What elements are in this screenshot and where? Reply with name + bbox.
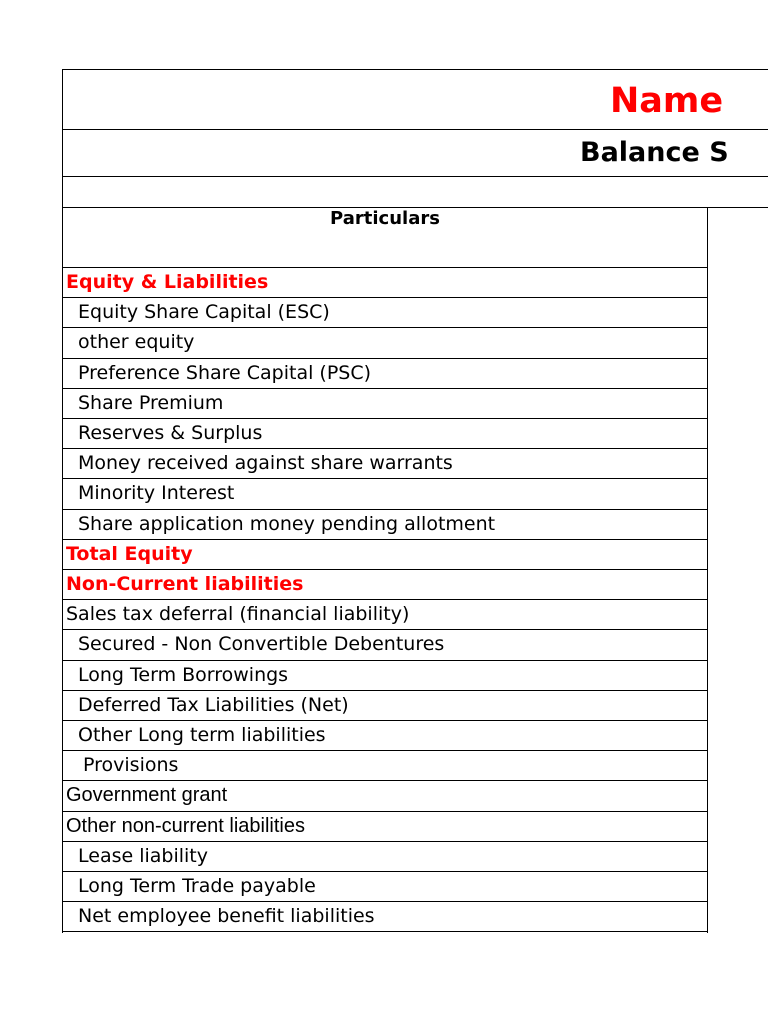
company-name: Name	[610, 81, 724, 121]
list-item: Government grant	[66, 784, 228, 806]
list-item: Lease liability	[78, 845, 209, 867]
list-item: Provisions	[83, 754, 179, 776]
list-item: Other Long term liabilities	[78, 724, 326, 746]
list-item: Reserves & Surplus	[78, 422, 263, 444]
list-item: other equity	[78, 331, 195, 353]
title-divider	[62, 129, 768, 130]
list-item: Deferred Tax Liabilities (Net)	[78, 694, 349, 716]
table-left-border	[62, 69, 63, 933]
section-label: Total Equity	[66, 543, 193, 565]
list-item: Share application money pending allotment	[78, 513, 496, 535]
particulars-column-header: Particulars	[330, 208, 440, 229]
list-item: Long Term Trade payable	[78, 875, 316, 897]
list-item: Net employee benefit liabilities	[78, 905, 375, 927]
particulars-column-border	[707, 207, 708, 933]
row-divider	[62, 931, 708, 932]
list-item: Other non-current liabilities	[66, 815, 305, 837]
sheet-title: Balance S	[580, 137, 729, 168]
list-item: Long Term Borrowings	[78, 664, 289, 686]
balance-sheet-table	[62, 69, 768, 933]
list-item: Preference Share Capital (PSC)	[78, 362, 372, 384]
section-label: Non-Current liabilities	[66, 573, 304, 595]
list-item: Share Premium	[78, 392, 224, 414]
list-item: Sales tax deferral (financial liability)	[66, 603, 410, 625]
table-top-border	[62, 69, 768, 70]
list-item: Minority Interest	[78, 482, 235, 504]
subtitle-divider	[62, 176, 768, 177]
list-item: Secured - Non Convertible Debentures	[78, 633, 445, 655]
section-label: Equity & Liabilities	[66, 271, 269, 293]
list-item: Money received against share warrants	[78, 452, 453, 474]
list-item: Equity Share Capital (ESC)	[78, 301, 330, 323]
